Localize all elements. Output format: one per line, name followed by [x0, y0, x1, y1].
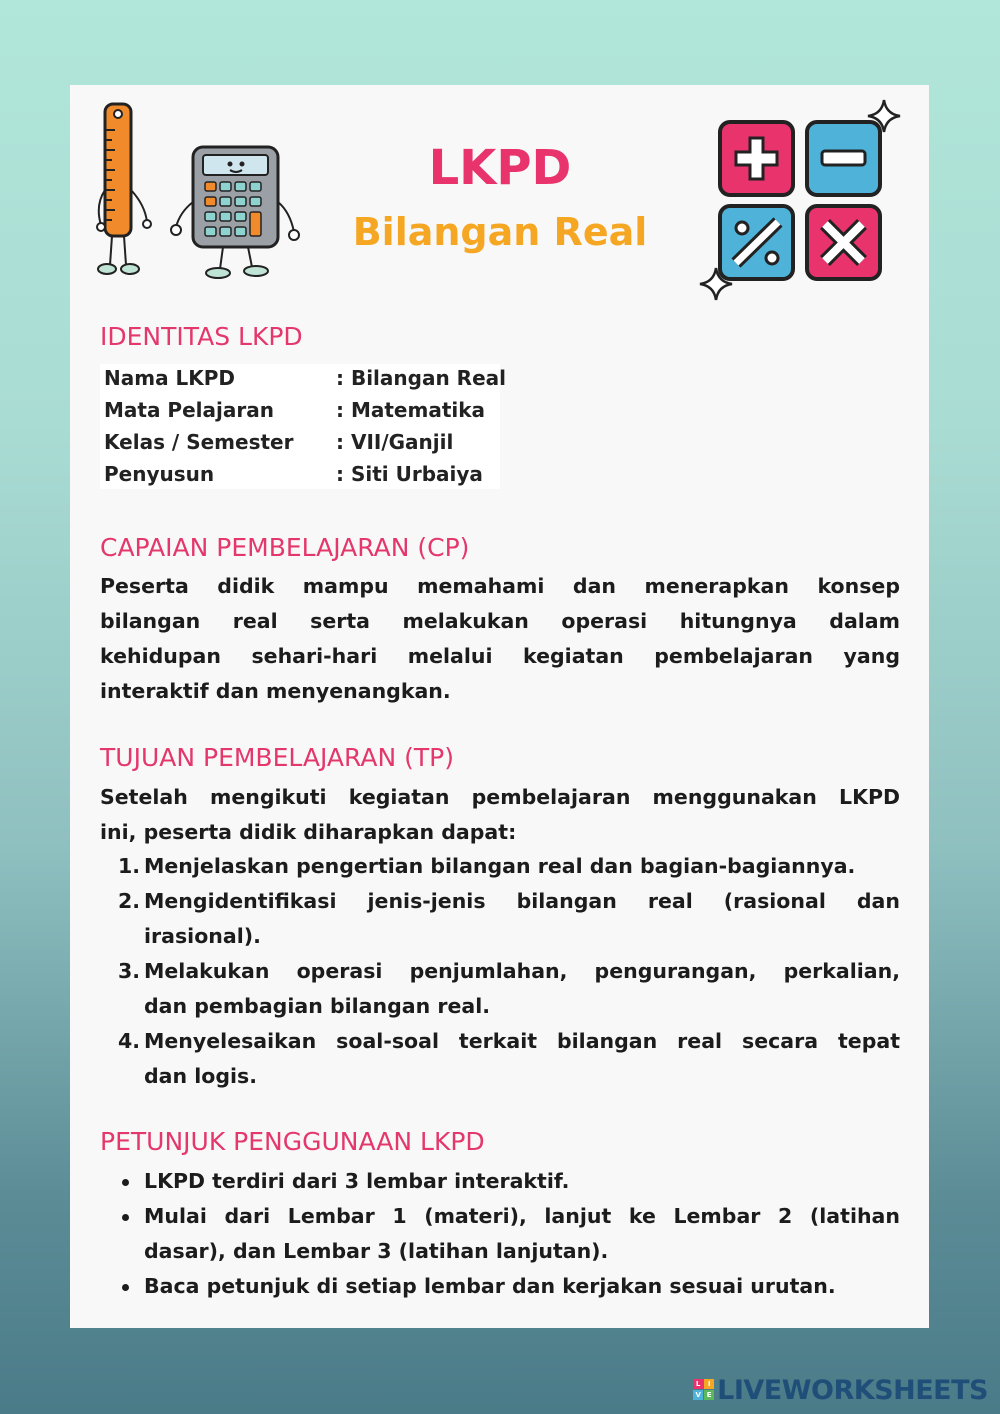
- list-item: [100, 849, 900, 884]
- identitas-value: : Matematika: [336, 398, 486, 422]
- list-item-line: Baca petunjuk di setiap lembar dan kerjakan sesuai urutan.: [144, 1274, 836, 1298]
- list-item-line: LKPD terdiri dari 3 lembar interaktif.: [144, 1169, 570, 1193]
- list-item: [100, 1269, 900, 1304]
- identitas-table: [100, 364, 506, 489]
- tp-intro: [100, 780, 900, 850]
- list-number: 3.: [118, 959, 141, 983]
- list-item: [100, 884, 900, 954]
- tp-intro-line: Setelah mengikuti kegiatan pembelajaran menggunakan LKPD: [100, 785, 900, 809]
- cp-line: bilangan real serta melakukan operasi hitungnya dalam: [100, 609, 900, 633]
- bullet-icon: [122, 1179, 129, 1186]
- cp-line: kehidupan sehari-hari melalui kegiatan pembelajaran yang: [100, 644, 900, 668]
- list-item: [100, 1024, 900, 1094]
- list-item-line: dan logis.: [144, 1064, 258, 1088]
- list-item: [100, 1164, 900, 1199]
- list-item-line: Mengidentifikasi jenis-jenis bilangan real (rasional dan: [144, 889, 900, 913]
- list-number: 1.: [118, 854, 141, 878]
- sparkle-icon: [698, 266, 734, 302]
- page-subtitle: Bilangan Real: [352, 210, 648, 254]
- bullet-icon: [122, 1214, 129, 1221]
- list-item-line: Mulai dari Lembar 1 (materi), lanjut ke Lembar 2 (latihan: [144, 1204, 900, 1228]
- petunjuk-heading: PETUNJUK PENGGUNAAN LKPD: [100, 1127, 485, 1156]
- list-item: [100, 954, 900, 1024]
- list-item-line: irasional).: [144, 924, 261, 948]
- list-item-line: dan pembagian bilangan real.: [144, 994, 491, 1018]
- identitas-heading: IDENTITAS LKPD: [100, 322, 303, 351]
- list-number: 2.: [118, 889, 141, 913]
- sparkle-icon: [866, 98, 902, 134]
- identitas-value: : VII/Ganjil: [336, 430, 454, 454]
- cp-heading: CAPAIAN PEMBELAJARAN (CP): [100, 533, 470, 562]
- liveworksheets-logo-icon: L I V E: [693, 1379, 715, 1401]
- petunjuk-list: [100, 1164, 900, 1304]
- tp-intro-line: ini, peserta didik diharapkan dapat:: [100, 820, 517, 844]
- identitas-value: : Bilangan Real: [336, 366, 506, 390]
- cp-line: Peserta didik mampu memahami dan menerapkan konsep: [100, 574, 900, 598]
- identitas-key: Kelas / Semester: [104, 430, 294, 454]
- list-item-line: dasar), dan Lembar 3 (latihan lanjutan).: [144, 1239, 609, 1263]
- list-item-line: Menjelaskan pengertian bilangan real dan bagian-bagiannya.: [144, 854, 856, 878]
- list-item-line: Menyelesaikan soal-soal terkait bilangan real secara tepat: [144, 1029, 900, 1053]
- list-item-line: Melakukan operasi penjumlahan, pengurangan, perkalian,: [144, 959, 900, 983]
- liveworksheets-logo-text: LIVEWORKSHEETS: [717, 1374, 988, 1406]
- identitas-key: Penyusun: [104, 462, 215, 486]
- page-title: LKPD: [428, 140, 572, 196]
- tp-heading: TUJUAN PEMBELAJARAN (TP): [100, 743, 454, 772]
- list-item: [100, 1199, 900, 1269]
- identitas-key: Nama LKPD: [104, 366, 236, 390]
- cp-paragraph: [100, 569, 900, 709]
- cp-line: interaktif dan menyenangkan.: [100, 679, 451, 703]
- identitas-value: : Siti Urbaiya: [336, 462, 483, 486]
- tp-list: [100, 849, 900, 1094]
- identitas-key: Mata Pelajaran: [104, 398, 274, 422]
- bullet-icon: [122, 1284, 129, 1291]
- list-number: 4.: [118, 1029, 141, 1053]
- liveworksheets-logo[interactable]: [693, 1374, 988, 1406]
